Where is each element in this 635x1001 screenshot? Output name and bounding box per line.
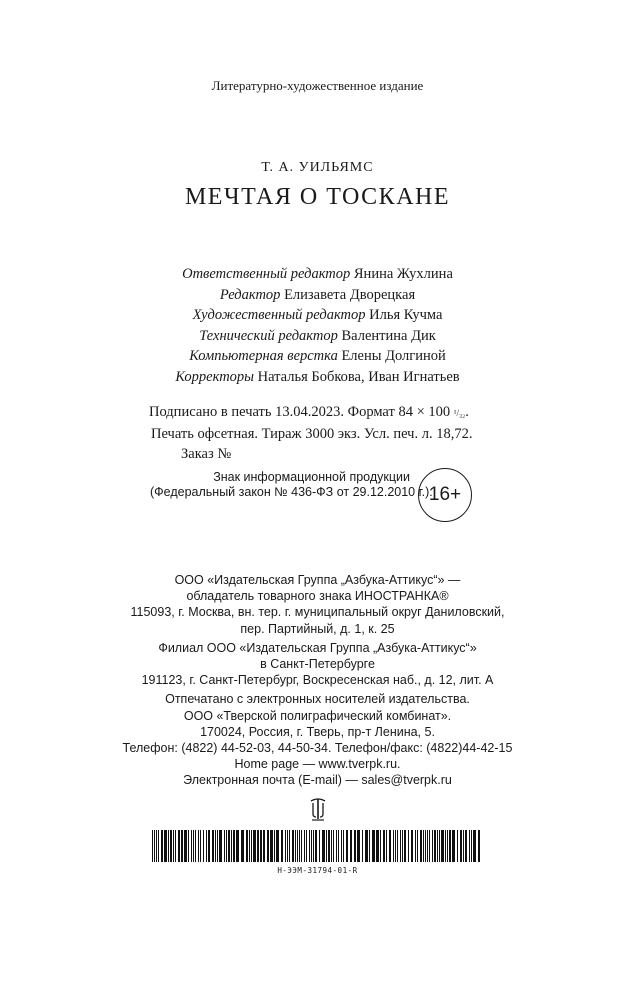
imprint-line: ООО «Издательская Группа „Азбука-Аттикус“» — [174,573,461,587]
credit-name: Елены Долгиной [341,348,446,364]
order-number-line: Заказ № [181,446,232,462]
credit-row [0,326,635,347]
imprint-line: 191123, г. Санкт-Петербург, Воскресенская наб., д. 12, лит. А [141,673,494,688]
credit-name: Наталья Бобкова, Иван Игнатьев [257,368,460,385]
author-name: Т. А. УИЛЬЯМС [261,160,374,175]
credit-role: Редактор [219,286,281,303]
imprint-line: в Санкт-Петербурге [260,657,375,672]
printing-house-logo-icon [308,796,328,822]
book-title: МЕЧТАЯ О ТОСКАНЕ [184,184,451,210]
imprint-line: Отпечатано с электронных носителей издательства. [165,692,470,707]
credit-name: Илья Кучма [369,307,443,323]
print-format-text: Подписано в печать 13.04.2023. Формат 84 × 100 [149,404,454,420]
credit-row [0,367,635,388]
genre-label: Литературно-художественное издание [211,78,424,93]
credit-name: Валентина Дик [341,327,436,344]
imprint-line: ООО «Тверской полиграфический комбинат». [183,708,452,723]
imprint-line: Home page — www.tverpk.ru. [234,757,401,772]
imprint-line: Электронная почта (E-mail) — sales@tverpk.ru [183,773,452,788]
credit-row [0,305,635,326]
imprint-line: пер. Партийный, д. 1, к. 25 [240,621,395,636]
imprint-line: 170024, Россия, г. Тверь, пр-т Ленина, 5. [200,724,435,739]
credits-list [0,264,635,387]
imprint-line: Телефон: (4822) 44-52-03, 44-50-34. Телефон/факс: (4822)44-42-15 [122,741,513,756]
barcode-number: Н-ЭЭМ-31794-01-R [277,866,358,875]
print-run-line: Печать офсетная. Тираж 3000 экз. Усл. печ. л. 18,72. [151,425,473,442]
credit-row [0,264,635,285]
print-info [149,402,472,465]
age-rating-badge: 16+ [418,468,472,522]
credit-row [0,346,635,367]
imprint-line: Филиал ООО «Издательская Группа „Азбука-Аттикус“» [158,640,477,655]
barcode-icon [152,830,482,862]
format-fraction: ¹/₃₂ [453,408,466,418]
credit-role: Художественный редактор [192,307,366,323]
print-format-line [149,402,472,424]
sign-label: Знак информационной продукции [213,470,410,484]
publisher-imprint [0,572,635,789]
credit-role: Корректоры [175,368,254,385]
sign-law: (Федеральный закон № 436-ФЗ от 29.12.2010 г.): [150,485,433,499]
info-product-sign [150,470,433,500]
imprint-line: обладатель товарного знака ИНОСТРАНКА® [186,589,449,604]
credit-role: Ответственный редактор [182,266,351,282]
credit-name: Янина Жухлина [353,266,453,282]
credit-name: Елизавета Дворецкая [284,286,416,303]
credit-role: Технический редактор [199,327,338,344]
credit-role: Компьютерная верстка [189,348,338,364]
format-line-end: . [465,404,469,420]
imprint-line: 115093, г. Москва, вн. тер. г. муниципальный округ Даниловский, [130,605,505,620]
credit-row [0,285,635,306]
